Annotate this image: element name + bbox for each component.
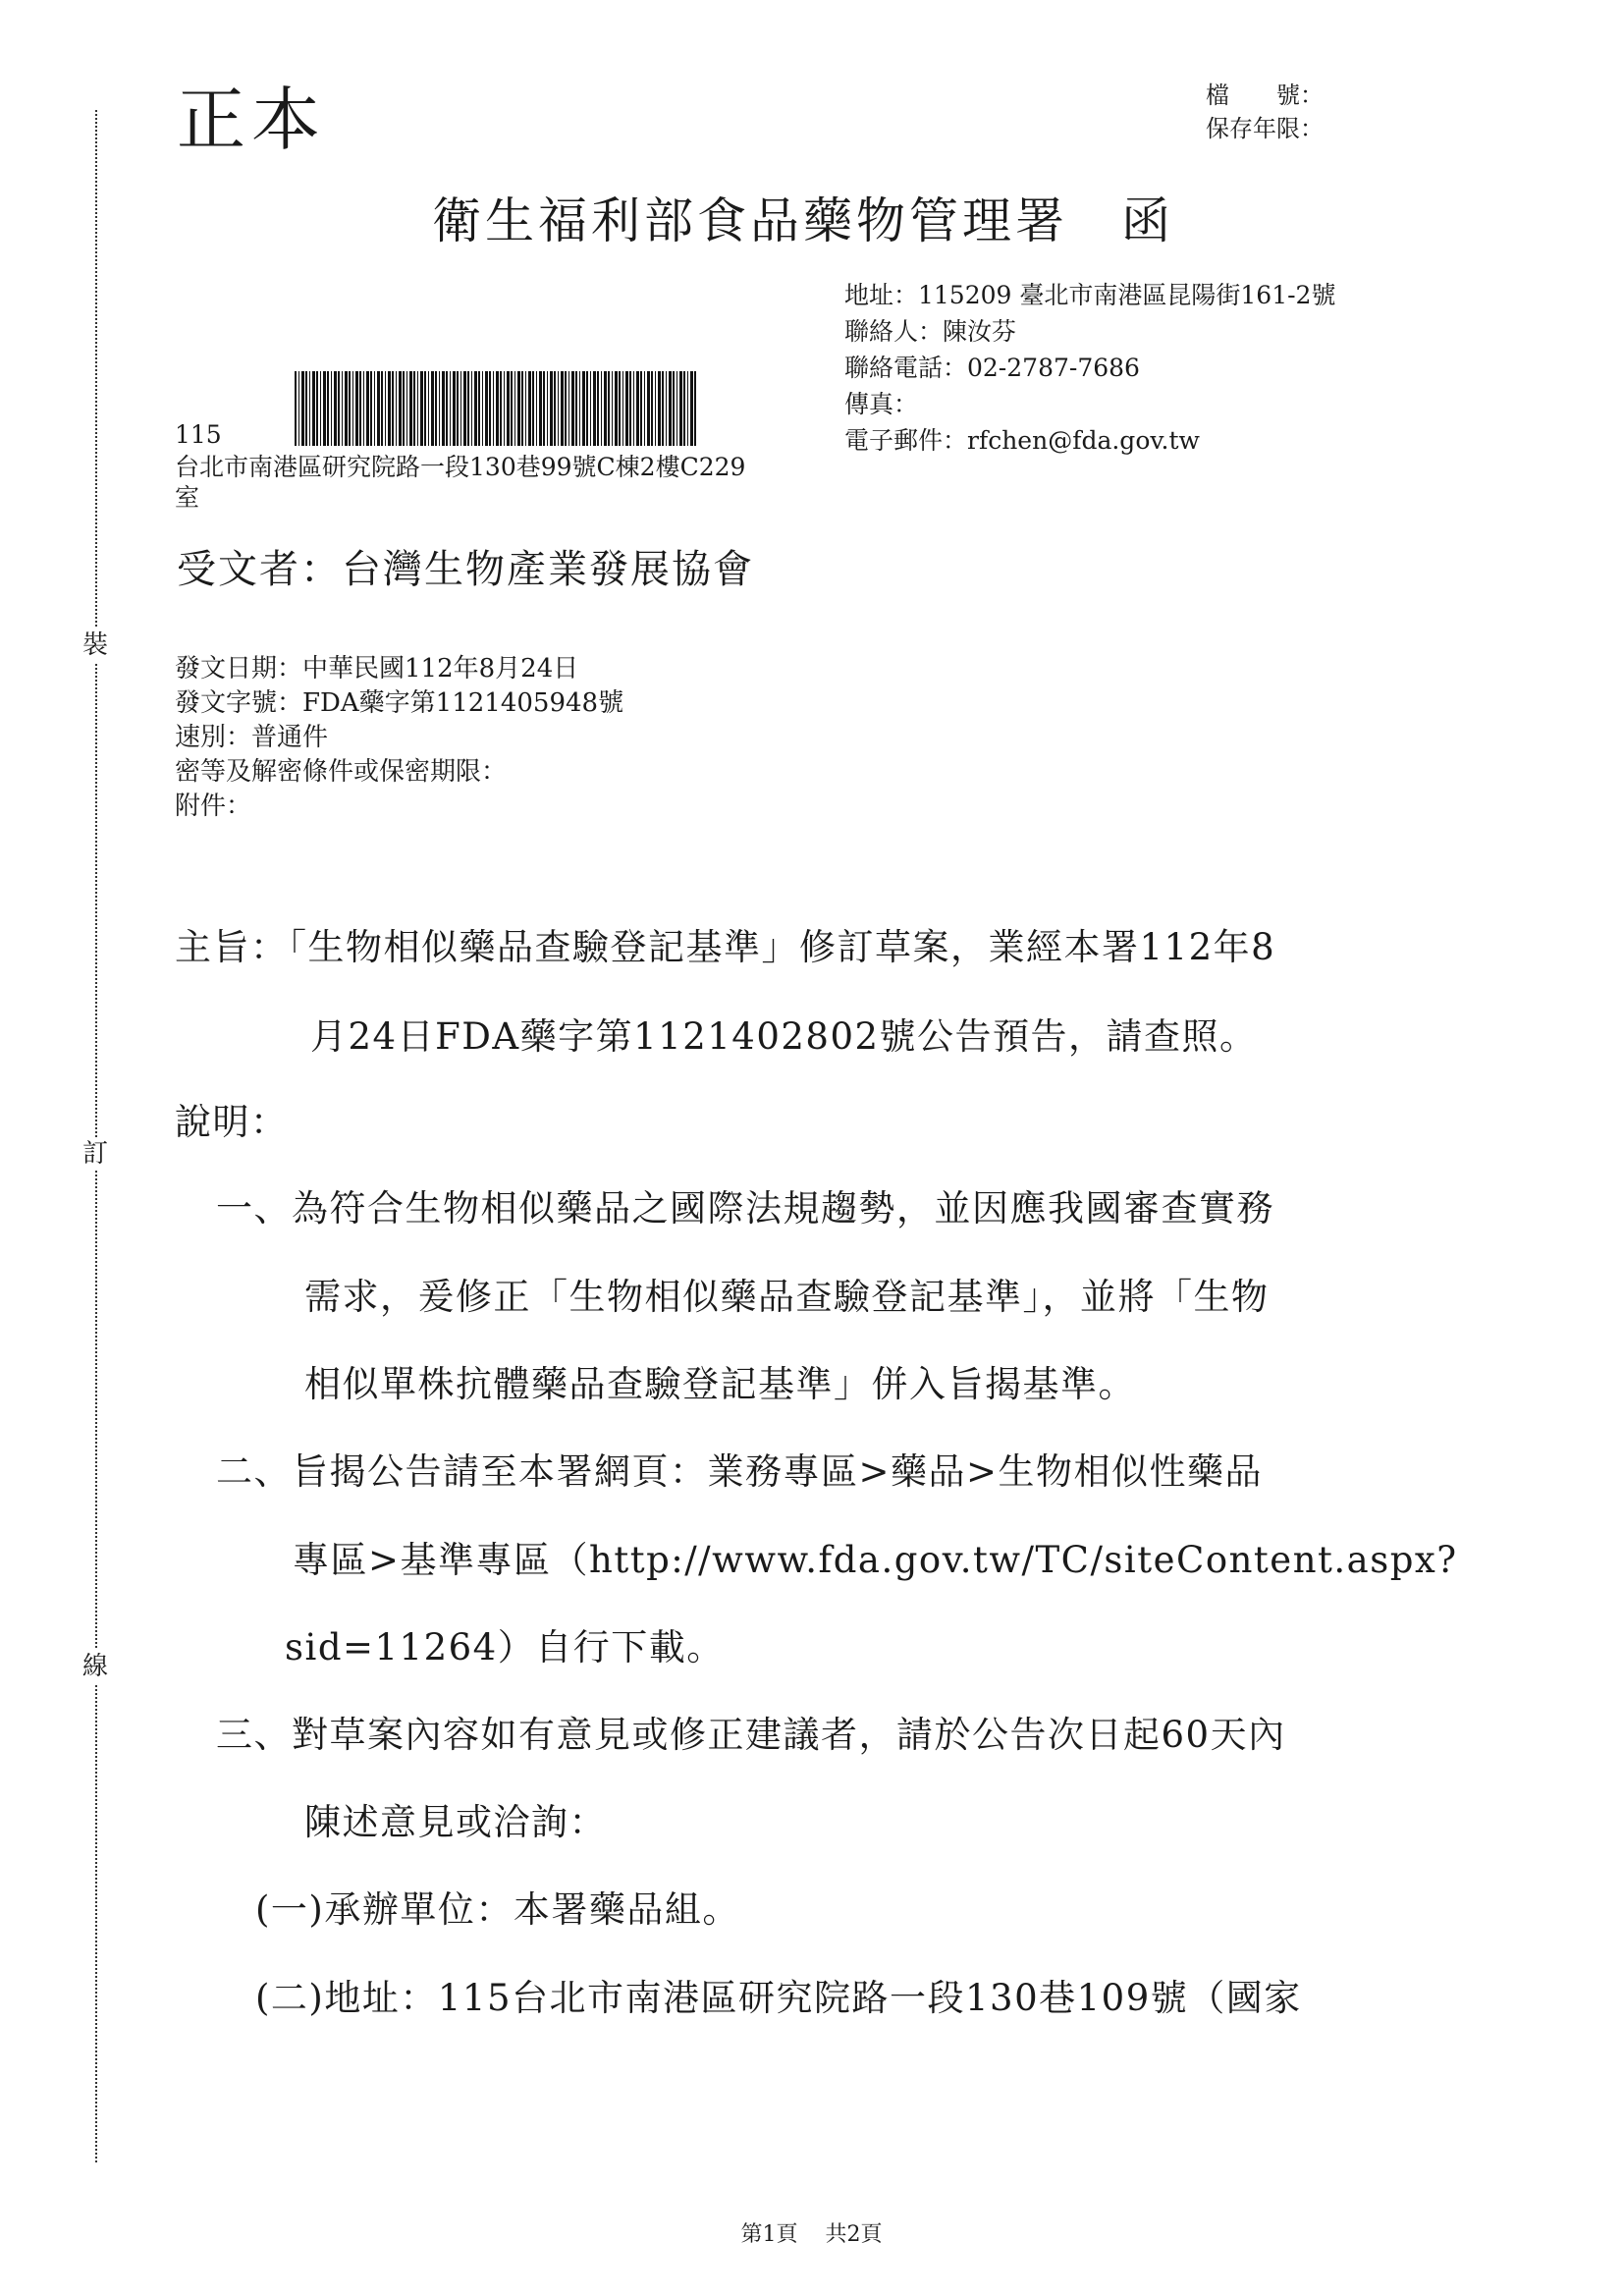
document-number: 發文字號：FDA藥字第1121405948號 xyxy=(175,688,624,718)
item-3-sub-1: (一)承辦單位：本署藥品組。 xyxy=(255,1888,740,1931)
binding-mark-ding: 訂 xyxy=(82,1139,109,1169)
binding-line xyxy=(95,110,97,2162)
item-3-sub-2: (二)地址：115台北市南港區研究院路一段130巷109號（國家 xyxy=(255,1977,1302,2019)
retention-period-label: 保存年限： xyxy=(1206,115,1324,142)
contact-person: 聯絡人：陳汝芬 xyxy=(844,317,1017,346)
page-footer xyxy=(0,2221,1623,2249)
item-1-line-2: 需求，爰修正「生物相似藥品查驗登記基準」，並將「生物 xyxy=(304,1276,1270,1318)
binding-mark-zhuang: 裝 xyxy=(82,630,109,660)
agency-title: 衛生福利部食品藥物管理署 函 xyxy=(432,192,1174,249)
confidentiality: 密等及解密條件或保密期限： xyxy=(175,757,508,787)
explanation-heading: 說明： xyxy=(175,1101,289,1143)
document-meta-fields xyxy=(175,652,623,824)
binding-mark-xian: 線 xyxy=(82,1652,109,1681)
priority: 速別：普通件 xyxy=(175,723,329,752)
original-copy-stamp: 正本 xyxy=(177,80,326,160)
recipient: 受文者：台灣生物產業發展協會 xyxy=(177,547,754,592)
item-1-line-3: 相似單株抗體藥品查驗登記基準」併入旨揭基準。 xyxy=(304,1363,1136,1405)
file-number-label: 檔 號： xyxy=(1206,82,1324,109)
issue-date: 發文日期：中華民國112年8月24日 xyxy=(175,654,579,683)
subject-line-2: 月24日FDA藥字第1121402802號公告預告，請查照。 xyxy=(310,1015,1258,1058)
recipient-address-continued: 室 xyxy=(175,483,200,512)
page-number: 第1頁 xyxy=(740,2222,798,2247)
item-3-line-1: 三、對草案內容如有意見或修正建議者，請於公告次日起60天內 xyxy=(216,1714,1286,1756)
attachments: 附件： xyxy=(175,792,252,821)
recipient-postcode: 115 xyxy=(175,420,222,449)
file-meta xyxy=(1206,79,1324,145)
contact-phone: 聯絡電話：02-2787-7686 xyxy=(844,354,1140,382)
item-1-line-1: 一、為符合生物相似藥品之國際法規趨勢，並因應我國審查實務 xyxy=(216,1187,1274,1230)
item-2-line-3: sid=11264）自行下載。 xyxy=(285,1626,725,1668)
item-3-line-2: 陳述意見或洽詢： xyxy=(304,1801,607,1843)
item-2-line-1: 二、旨揭公告請至本署網頁：業務專區>藥品>生物相似性藥品 xyxy=(216,1450,1264,1493)
subject-line-1: 主旨：「生物相似藥品查驗登記基準」修訂草案，業經本署112年8 xyxy=(175,926,1276,968)
contact-address: 地址：115209 臺北市南港區昆陽街161-2號 xyxy=(844,281,1336,309)
item-2-line-2: 專區>基準專區（http://www.fda.gov.tw/TC/siteContent.aspx? xyxy=(293,1539,1458,1581)
contact-fax: 傳真： xyxy=(844,390,919,418)
recipient-address: 台北市南港區研究院路一段130巷99號C棟2樓C229 xyxy=(175,453,746,481)
page-total: 共2頁 xyxy=(825,2222,883,2247)
barcode xyxy=(295,371,697,446)
contact-email: 電子郵件：rfchen@fda.gov.tw xyxy=(844,426,1200,455)
contact-block xyxy=(844,277,1335,459)
